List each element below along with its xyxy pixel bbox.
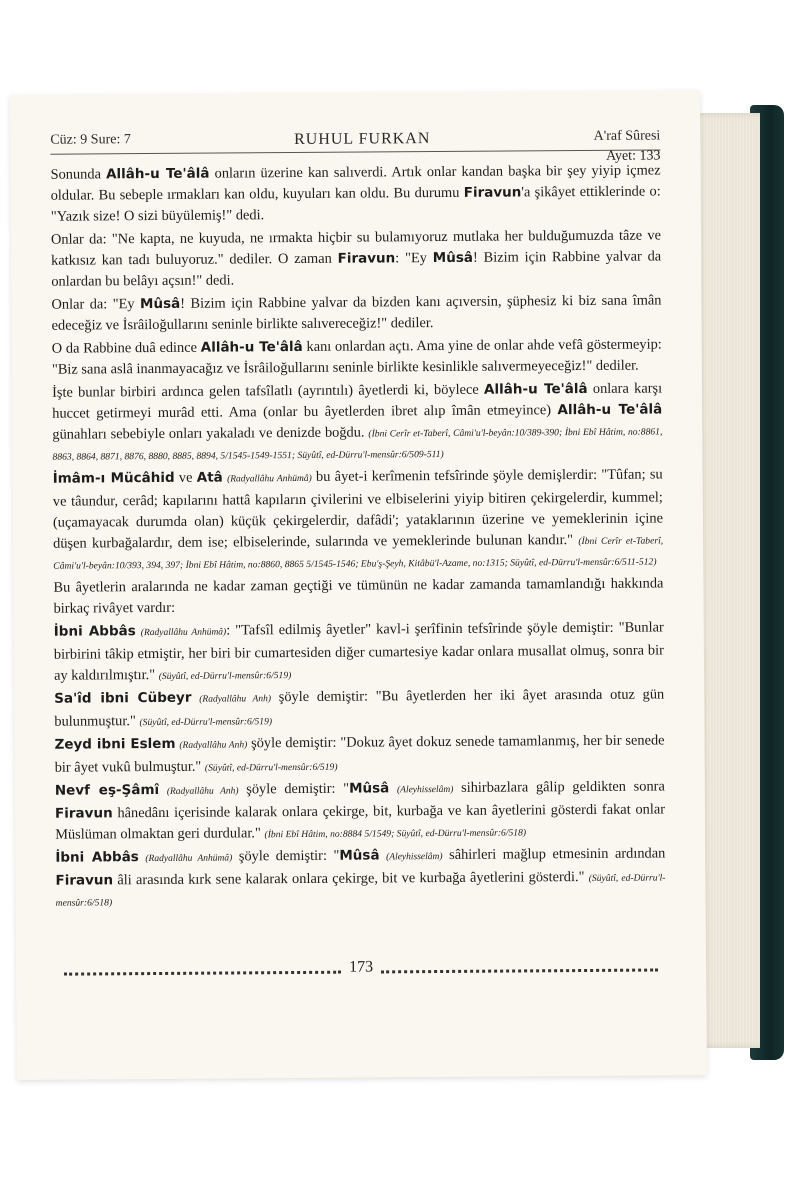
paragraph: Zeyd ibni Eslem (Radyallâhu Anh) şöyle demiştir: "Dokuz âyet dokuz senede tamamlanmış, her bir senede bir âyet vukû bulmuştur." (Süyûtî, ed-Dürru'l-mensûr:6/519): [54, 732, 665, 776]
footer-dots-left: [64, 962, 341, 975]
book-page: [10, 90, 707, 1080]
book: [10, 95, 782, 1080]
paragraph: Onlar da: "Ne kapta, ne kuyuda, ne ırmakta hiçbir su bulamıyoruz mutlaka her bulduğumuzda tâze ve katkısız kan tadı buluyoruz." dediler. O zaman Firavun: "Ey Mûsâ! Bizim için Rabbine yalvar da onlardan bu belâyı açsın!" dedi.: [50, 227, 662, 290]
paragraph: İbni Abbâs (Radyallâhu Anhümâ): "Tafsîl edilmiş âyetler" kavl-i şerîfinin tefsîrinde şöyle demiştir: "Bunlar birbirini tâkip etmiştir, her biri bir cumartesiden diğer cumartesiye kadar onlara musallat olmuş, sonra bir ay kaldırılmıştır." (Süyûtî, ed-Dürru'l-mensûr:6/519): [53, 619, 664, 684]
page-content: [50, 110, 666, 978]
source-reference: (Süyûtî, ed-Dürru'l-mensûr:6/519): [204, 761, 338, 774]
ayet-number: Ayet: 133: [606, 148, 661, 164]
paragraph: Nevf eş-Şâmî (Radyallâhu Anh) şöyle demiştir: "Mûsâ (Aleyhisselâm) sihirbazlara gâlip geldikten sonra Firavun hânedânı içerisinde kalarak onlara çekirge, bit, kurbağa ve kan âyetlerini gösterdi fakat onlar Müslüman olmaktan geri durdular." (İbni Ebî Hâtim, no:8884 5/1549; Süyûtî, ed-Dürru'l-mensûr:6/518): [54, 778, 666, 843]
paragraph: Onlar da: "Ey Mûsâ! Bizim için Rabbine yalvar da bizden kanı açıversin, şüphesiz ki biz sana îmân edeceğiz ve İsrâiloğullarını seninle birlikte salıvereceğiz!" dediler.: [51, 292, 662, 334]
source-reference: (Süyûtî, ed-Dürru'l-mensûr:6/518): [55, 872, 666, 909]
paragraph: Sa'îd ibni Cübeyr (Radyallâhu Anh) şöyle demiştir: "Bu âyetlerden her iki âyet arasında otuz gün bulunmuştur." (Süyûtî, ed-Dürru'l-mensûr:6/519): [54, 686, 665, 730]
source-reference: (İbni Ebî Hâtim, no:8884 5/1549; Süyûtî, ed-Dürru'l-mensûr:6/518): [264, 827, 527, 841]
paragraph: O da Rabbine duâ edince Allâh-u Te'âlâ kanı onlardan açtı. Ama yine de onlar ahde vefâ göstermeyip: "Biz sana aslâ inanmayacağız ve İsrâiloğullarını seninle birlikte kesinlikle salıvermeyeceğiz!" dediler.: [51, 336, 662, 378]
source-reference: (Süyûtî, ed-Dürru'l-mensûr:6/519): [158, 670, 292, 682]
source-reference: (Süyûtî, ed-Dürru'l-mensûr:6/519): [139, 716, 273, 729]
paragraph: Bu âyetlerin aralarında ne kadar zaman geçtiği ve tümünün ne kadar zamanda tamamlandığı hakkında birkaç rivâyet vardır:: [53, 575, 664, 617]
paragraph: İşte bunlar birbiri ardınca gelen tafsîlatlı (ayrıntılı) âyetlerdi ki, böylece Allâh-u Te'âlâ onlara karşı huccet getirmeyi murâd etti. Ama (onlar bu âyetlerden ibret alıp îmân etmeyince) Allâh-u Te'âlâ günahları sebebiyle onları yakaladı ve denizde boğdu. (İbni Cerîr et-Taberî, Câmi'u'l-beyân:10/389-390; İbni Ebî Hâtim, no:8861, 8863, 8864, 8871, 8876, 8880, 8885, 8894, 5/1545-1549-1551; Süyûtî, ed-Dürru'l-mensûr:6/509-511): [52, 380, 663, 463]
paragraph: İmâm-ı Mücâhid ve Atâ (Radyallâhu Anhümâ) bu âyet-i kerîmenin tefsîrinde şöyle demişlerdir: "Tûfan; su ve tâundur, cerâd; kapılarını hattâ kapıların çivilerini ve elbiselerini yiyip bitiren çekirgelerdir, kummel; (uçamayacak durumda olan) küçük çekirgelerdir, dafâdi'; yataklarının üzerine ve yemeklerinin içine düşen kurbağalardır, dem ise; elbiselerinde, sularında ve yemeklerinde bulunan kandır." (İbni Cerîr et-Taberî, Câmi'u'l-beyân:10/393, 394, 397; İbni Ebî Hâtim, no:8860, 8865 5/1545-1546; Ebu'ş-Şeyh, Kitâbü'l-Azame, no:1315; Süyûtî, ed-Dürru'l-mensûr:6/511-512): [52, 466, 664, 572]
source-reference: (İbni Cerîr et-Taberî, Câmi'u'l-beyân:10/393, 394, 397; İbni Ebî Hâtim, no:8860, 8865 5/1545-1546; Ebu'ş-Şeyh, Kitâbü'l-Azame, no:1315; Süyûtî, ed-Dürru'l-mensûr:6/511-512): [53, 535, 664, 572]
book-title: RUHUL FURKAN: [294, 130, 431, 149]
paragraph: İbni Abbâs (Radyallâhu Anhümâ) şöyle demiştir: "Mûsâ (Aleyhisselâm) sâhirleri mağlup etmesinin ardından Firavun âli arasında kırk sene kalarak onlara çekirge, bit ve kurbağa âyetlerini gösterdi." (Süyûtî, ed-Dürru'l-mensûr:6/518): [55, 845, 666, 909]
source-reference: (İbni Cerîr et-Taberî, Câmi'u'l-beyân:10/389-390; İbni Ebî Hâtim, no:8861, 8863, 8864, 8871, 8876, 8880, 8885, 8894, 5/1545-1549-1551; Süyûtî, ed-Dürru'l-mensûr:6/509-511): [52, 426, 663, 463]
page-footer: [56, 956, 666, 978]
footer-dots-right: [381, 960, 658, 973]
body-text: [50, 160, 665, 912]
sura-name: A'raf Sûresi: [593, 128, 661, 144]
juz-sura-label: Cüz: 9 Sure: 7: [50, 132, 131, 148]
page-number: 173: [349, 958, 374, 976]
paragraph: Sonunda Allâh-u Te'âlâ onların üzerine kan salıverdi. Artık onlar kandan başka bir şey yiyip içmez oldular. Bu sebeple ırmakları kan oldu, kuyuları kan oldu. Bu durumu Firavun'a şikâyet ettiklerinde o: "Yazık size! O sizi büyülemiş!" dedi.: [50, 162, 661, 225]
